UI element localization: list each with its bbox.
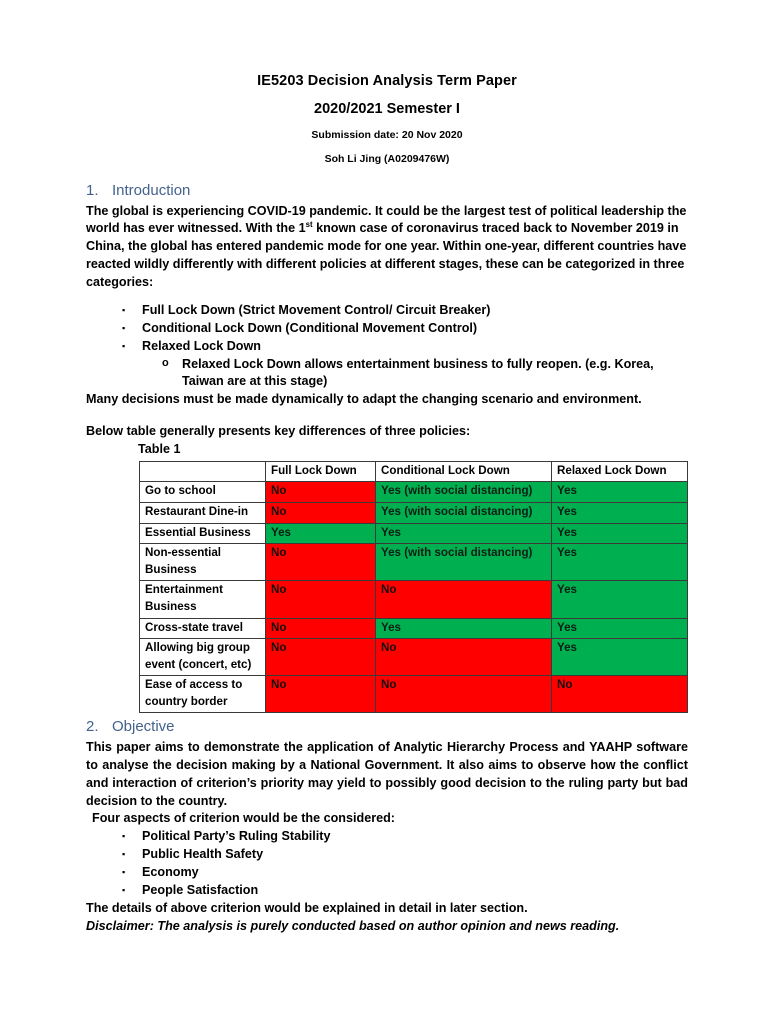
table-cell: Yes: [552, 523, 688, 544]
list-item: [86, 356, 688, 392]
table-cell: No: [266, 544, 376, 581]
table-header-cell-relaxed-lock-down: Relaxed Lock Down: [552, 461, 688, 482]
table-row-label: Cross-state travel: [140, 618, 266, 639]
table-cell: Yes (with social distancing): [376, 544, 552, 581]
intro-sub-bullet-list: [86, 356, 688, 392]
table-cell: No: [266, 676, 376, 713]
table-cell: Yes: [552, 618, 688, 639]
submission-date: Submission date: 20 Nov 2020: [311, 129, 463, 141]
list-item: [86, 828, 688, 846]
list-item-label: Full Lock Down (Strict Movement Control/ Circuit Breaker): [142, 302, 491, 317]
square-bullet-icon: ▪: [122, 849, 126, 860]
table-header-row: [140, 461, 688, 482]
table-cell: Yes: [552, 581, 688, 618]
table-cell: Yes: [552, 482, 688, 503]
table-cell: Yes: [552, 503, 688, 524]
intro-paragraph-1-part-b: known case of coronavirus traced back to November 2019 in China, the global has entered pandemic mode for one year. Within one-year, different countries have reacted wildly differently with different policies at different stages, these can be categorized in three categories:: [86, 221, 687, 289]
list-item-label: Economy: [142, 865, 199, 880]
list-item-label: People Satisfaction: [142, 882, 259, 897]
square-bullet-icon: ▪: [122, 304, 126, 315]
objective-bullet-list: [86, 828, 688, 900]
circle-bullet-icon: o: [162, 356, 169, 369]
section-title-1: Introduction: [112, 182, 191, 199]
table-cell: Yes: [552, 544, 688, 581]
list-item-label: Political Party’s Ruling Stability: [142, 829, 331, 844]
list-item: [86, 846, 688, 864]
policy-comparison-table: [139, 461, 688, 714]
table-cell: Yes: [376, 618, 552, 639]
table-row: [140, 618, 688, 639]
table-row-label: Allowing big group event (concert, etc): [140, 639, 266, 676]
list-item-label: Relaxed Lock Down: [142, 338, 261, 353]
list-item: [86, 320, 688, 338]
square-bullet-icon: ▪: [122, 884, 126, 895]
table-cell: No: [266, 482, 376, 503]
table-row: [140, 639, 688, 676]
table-row: [140, 523, 688, 544]
table-row-label: Non-essential Business: [140, 544, 266, 581]
intro-bullet-list: [86, 302, 688, 356]
list-item: [86, 882, 688, 900]
section-heading-introduction: [86, 183, 688, 200]
list-item-label: Relaxed Lock Down allows entertainment business to fully reopen. (e.g. Korea, Taiwan are at this stage): [182, 356, 654, 389]
table-row-label: Restaurant Dine-in: [140, 503, 266, 524]
square-bullet-icon: ▪: [122, 340, 126, 351]
table-cell: No: [376, 676, 552, 713]
table-row-label: Entertainment Business: [140, 581, 266, 618]
table-row-label: Go to school: [140, 482, 266, 503]
table-row: [140, 676, 688, 713]
table-cell: No: [376, 581, 552, 618]
author-name: Soh Li Jing (A0209476W): [324, 152, 450, 165]
table-row-label: Essential Business: [140, 523, 266, 544]
table-cell: No: [266, 639, 376, 676]
table-cell: Yes: [552, 639, 688, 676]
table-cell: No: [376, 639, 552, 676]
table-header-cell-blank: [140, 461, 266, 482]
section-number-2: 2.: [86, 718, 99, 736]
section-heading-objective: [86, 719, 688, 736]
intro-paragraph-1: [86, 203, 688, 292]
disclaimer-text: Disclaimer: The analysis is purely conducted based on author opinion and news reading.: [86, 918, 620, 933]
square-bullet-icon: ▪: [122, 831, 126, 842]
document-title: IE5203 Decision Analysis Term Paper: [257, 73, 517, 89]
square-bullet-icon: ▪: [122, 867, 126, 878]
table-cell: Yes (with social distancing): [376, 482, 552, 503]
document-content: [86, 74, 688, 936]
list-item-label: Conditional Lock Down (Conditional Movement Control): [142, 320, 478, 335]
section-number-1: 1.: [86, 182, 99, 199]
table-cell: Yes: [266, 523, 376, 544]
table-cell: Yes: [376, 523, 552, 544]
table-row-label: Ease of access to country border: [140, 676, 266, 713]
objective-paragraph-1: This paper aims to demonstrate the application of Analytic Hierarchy Process and YAAHP software to analyse the decision making by a National Government. It also aims to observe how the conflict and interaction of criterion’s priority may yield to possibly good decision to the ruling party but bad decision to the country.: [86, 739, 688, 808]
table-cell: Yes (with social distancing): [376, 503, 552, 524]
table-caption: Table 1: [138, 442, 181, 456]
intro-paragraph-3: Below table generally presents key differences of three policies:: [86, 424, 471, 439]
table-row: [140, 503, 688, 524]
table-row: [140, 482, 688, 503]
table-header-cell-full-lock-down: Full Lock Down: [266, 461, 376, 482]
table-cell: No: [266, 618, 376, 639]
objective-paragraph-3: The details of above criterion would be explained in detail in later section.: [86, 900, 528, 915]
ordinal-superscript: st: [305, 220, 313, 230]
list-item: [86, 338, 688, 356]
square-bullet-icon: ▪: [122, 322, 126, 333]
section-title-2: Objective: [112, 718, 175, 736]
list-item-label: Public Health Safety: [142, 847, 264, 862]
table-cell: No: [266, 581, 376, 618]
objective-paragraph-2: Four aspects of criterion would be the considered:: [92, 811, 395, 826]
table-body: [140, 482, 688, 713]
title-block: [86, 74, 688, 164]
table-row: [140, 581, 688, 618]
intro-paragraph-2: Many decisions must be made dynamically to adapt the changing scenario and environment.: [86, 392, 642, 407]
list-item: [86, 302, 688, 320]
table-header-cell-conditional-lock-down: Conditional Lock Down: [376, 461, 552, 482]
table-cell: No: [266, 503, 376, 524]
list-item: [86, 864, 688, 882]
intro-paragraph-1-part-a: The global is experiencing COVID-19 pandemic. It could be the largest test of political leadership the world has ever witnessed. With the 1: [86, 203, 687, 236]
document-subtitle: 2020/2021 Semester I: [314, 100, 460, 117]
table-row: [140, 544, 688, 581]
table-cell: No: [552, 676, 688, 713]
